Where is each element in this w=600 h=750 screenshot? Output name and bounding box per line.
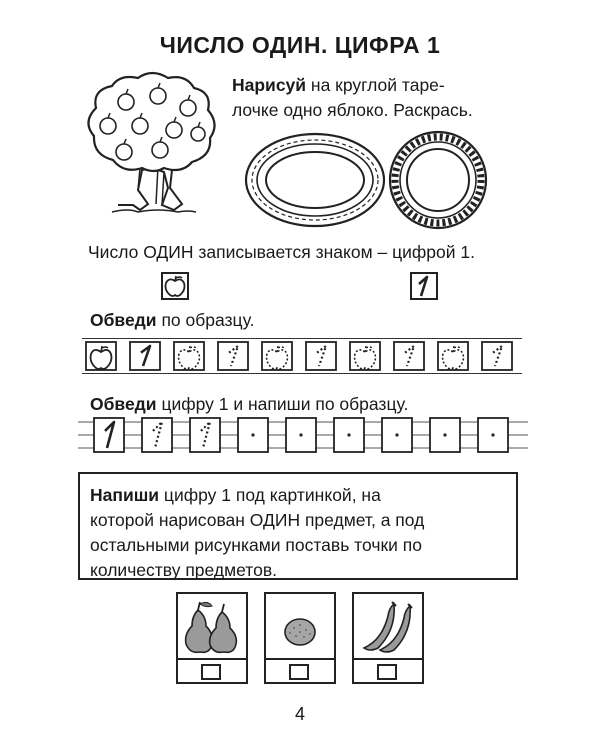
- sample-digit-cell: [410, 272, 438, 300]
- page-title: ЧИСЛО ОДИН. ЦИФРА 1: [159, 32, 441, 58]
- start-dot: [395, 433, 398, 436]
- answer-cell-bananas[interactable]: [377, 664, 397, 680]
- apple-icon: [163, 274, 187, 298]
- task-box-line-1: [90, 483, 508, 508]
- task-box-text-3: остальными рисунками поставь точки по: [90, 535, 422, 555]
- start-dot: [299, 433, 302, 436]
- round-plate[interactable]: [388, 130, 488, 230]
- trace-cell[interactable]: [130, 342, 160, 370]
- answer-cell-orange[interactable]: [289, 664, 309, 680]
- task-trace-write-keyword: Обведи: [90, 394, 157, 414]
- bananas-icon: [354, 594, 422, 658]
- write-cell[interactable]: [94, 418, 124, 452]
- write-cell[interactable]: [142, 418, 172, 452]
- start-dot: [491, 433, 494, 436]
- task-trace-write-text: цифру 1 и напиши по образцу.: [161, 394, 409, 414]
- picture-card-pears: [176, 592, 248, 684]
- trace-cell[interactable]: [482, 342, 512, 370]
- trace-cell[interactable]: [218, 342, 248, 370]
- start-dot: [347, 433, 350, 436]
- pears-icon: [178, 594, 246, 658]
- task-box-text-4: количеству предметов.: [90, 560, 277, 580]
- trace-cell[interactable]: [306, 342, 336, 370]
- task-draw-keyword: Нарисуй: [232, 75, 307, 95]
- start-dot: [443, 433, 446, 436]
- task-box-text-1: цифру 1 под картинкой, на: [163, 485, 381, 505]
- task-box-keyword: Напиши: [90, 485, 160, 505]
- digit-one-glyph: [412, 274, 436, 298]
- start-dot: [251, 433, 254, 436]
- task-draw-line-1: [232, 73, 512, 98]
- picture-card-orange: [264, 592, 336, 684]
- picture-card-bananas: [352, 592, 424, 684]
- sample-apple-cell: [161, 272, 189, 300]
- task-trace-keyword: Обведи: [90, 310, 157, 330]
- write-row-ones: [78, 414, 528, 456]
- trace-row-apples: [82, 338, 522, 374]
- task-box-text-2: которой нарисован ОДИН предмет, а под: [90, 510, 425, 530]
- task-trace-line: [90, 308, 254, 333]
- task-box: [78, 472, 518, 580]
- task-draw-text-1: на круглой таре-: [310, 75, 445, 95]
- write-cell[interactable]: [190, 418, 220, 452]
- digit-one-sentence: Число ОДИН записывается знаком – цифрой 1.: [88, 242, 475, 262]
- task-draw-text-2: лочке одно яблоко. Раскрась.: [232, 100, 473, 120]
- apple-tree-illustration: [78, 70, 228, 222]
- orange-icon: [266, 594, 334, 658]
- task-trace-text: по образцу.: [161, 310, 255, 330]
- page-number: 4: [294, 704, 305, 724]
- oval-plate[interactable]: [244, 132, 386, 228]
- trace-cell[interactable]: [394, 342, 424, 370]
- answer-cell-pears[interactable]: [201, 664, 221, 680]
